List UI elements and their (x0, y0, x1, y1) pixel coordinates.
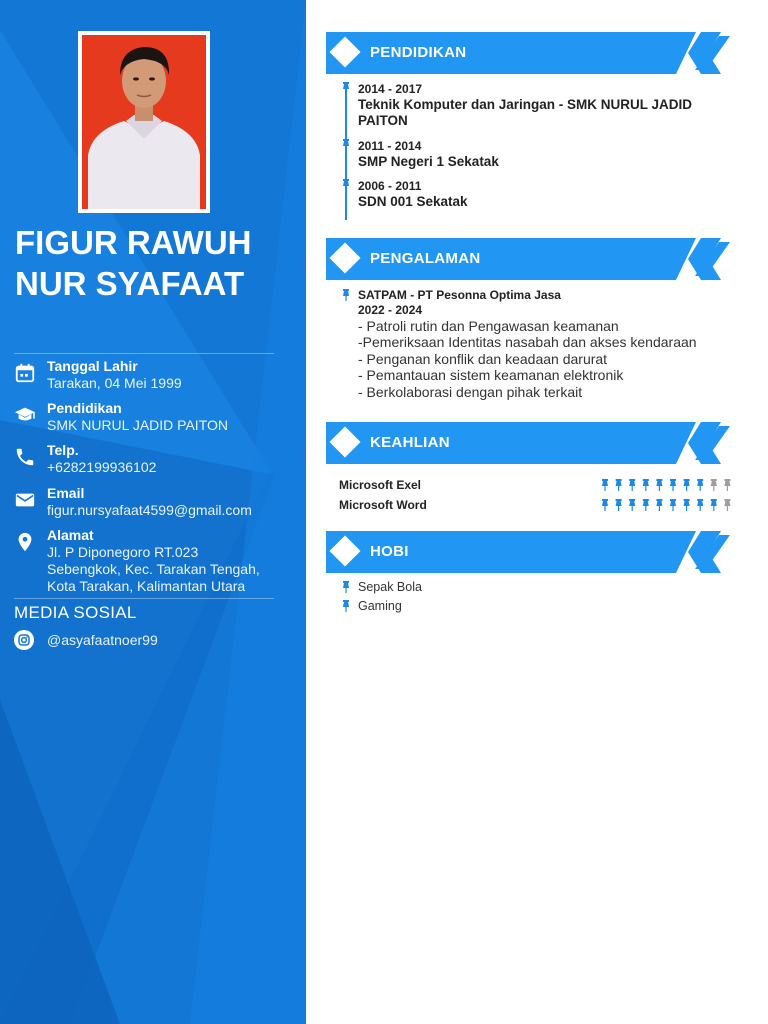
info-value-line-3: Kota Tarakan, Kalimantan Utara (47, 578, 246, 594)
info-value-line-2: Sebengkok, Kec. Tarakan Tengah, (47, 561, 260, 577)
section-header-experience (326, 238, 735, 280)
rating-pin-empty (724, 479, 730, 491)
graduation-cap-icon (14, 404, 36, 426)
rating-pin-filled (656, 479, 662, 491)
rating-pin-filled (602, 479, 608, 491)
pushpin-icon (341, 139, 351, 151)
section-title: KEAHLIAN (370, 434, 450, 451)
rating-pin-filled (602, 499, 608, 511)
section-header-hobbies (326, 531, 735, 573)
education-period: 2006 - 2011 (358, 179, 422, 193)
pushpin-icon (341, 289, 351, 301)
rating-pin-filled (697, 499, 703, 511)
sidebar-divider-top (14, 353, 274, 354)
info-label: Alamat (47, 527, 94, 543)
rating-pin-filled (670, 499, 676, 511)
info-label: Email (47, 485, 85, 501)
pushpin-icon (341, 600, 351, 612)
hobby-item: Sepak Bola (358, 580, 422, 594)
section-header-education (326, 32, 735, 74)
instagram-icon (14, 630, 34, 650)
rating-pin-filled (697, 479, 703, 491)
education-school: SMP Negeri 1 Sekatak (358, 154, 499, 169)
experience-duty: -Pemeriksaan Identitas nasabah dan akses kendaraan (358, 334, 697, 350)
skill-rating-0 (600, 479, 736, 491)
skill-name: Microsoft Word (339, 498, 427, 512)
person-portrait-illustration (82, 35, 206, 209)
rating-pin-filled (629, 499, 635, 511)
rating-pin-filled (643, 479, 649, 491)
rating-pin-filled (684, 479, 690, 491)
calendar-icon (14, 362, 36, 384)
rating-pin-empty (724, 499, 730, 511)
experience-title: SATPAM - PT Pesonna Optima Jasa (358, 288, 561, 302)
skill-name: Microsoft Exel (339, 478, 422, 492)
section-title: PENDIDIKAN (370, 44, 467, 61)
rating-pin-filled (684, 499, 690, 511)
pushpin-icon (341, 581, 351, 593)
location-pin-icon (14, 531, 36, 553)
rating-pin-filled (616, 499, 622, 511)
experience-duty: - Pemantauan sistem keamanan elektronik (358, 367, 624, 383)
info-value: Tarakan, 04 Mei 1999 (47, 375, 182, 391)
section-title: HOBI (370, 543, 409, 560)
phone-icon (14, 446, 36, 468)
profile-photo (82, 35, 206, 209)
experience-duty: - Penganan konflik dan keadaan darurat (358, 351, 608, 367)
skill-rating-1 (600, 499, 736, 511)
info-label: Telp. (47, 442, 79, 458)
sidebar-divider-bottom (14, 598, 274, 599)
info-value: figur.nursyafaat4599@gmail.com (47, 502, 252, 518)
profile-photo-frame (78, 31, 210, 213)
instagram-handle[interactable]: @asyafaatnoer99 (47, 632, 158, 648)
full-name (15, 222, 295, 304)
info-value-line-1: Jl. P Diponegoro RT.023 (47, 544, 199, 560)
experience-duty: - Berkolaborasi dengan pihak terkait (358, 384, 583, 400)
education-school: Teknik Komputer dan Jaringan - SMK NURUL JADID PAITON (358, 97, 693, 128)
education-timeline-line (345, 84, 347, 220)
hobby-item: Gaming (358, 599, 402, 613)
education-school: SDN 001 Sekatak (358, 194, 468, 209)
rating-pin-filled (656, 499, 662, 511)
experience-period: 2022 - 2024 (358, 303, 423, 317)
rating-pin-filled (670, 479, 676, 491)
education-period: 2011 - 2014 (358, 139, 422, 153)
section-header-skills (326, 422, 735, 464)
name-line-1: FIGUR RAWUH (15, 224, 252, 261)
info-label: Pendidikan (47, 400, 122, 416)
media-social-title: MEDIA SOSIAL (14, 603, 137, 622)
info-label: Tanggal Lahir (47, 358, 138, 374)
pushpin-icon (341, 82, 351, 94)
name-line-2: NUR SYAFAAT (15, 265, 245, 302)
section-title: PENGALAMAN (370, 250, 481, 267)
email-icon (14, 489, 36, 511)
experience-duty: - Patroli rutin dan Pengawasan keamanan (358, 318, 619, 334)
education-period: 2014 - 2017 (358, 82, 423, 96)
rating-pin-filled (629, 479, 635, 491)
sidebar (0, 0, 306, 1024)
rating-pin-filled (616, 479, 622, 491)
rating-pin-filled (643, 499, 649, 511)
rating-pin-filled (711, 499, 717, 511)
rating-pin-empty (711, 479, 717, 491)
pushpin-icon (341, 179, 351, 191)
info-value: SMK NURUL JADID PAITON (47, 417, 228, 433)
info-value: +6282199936102 (47, 459, 157, 475)
